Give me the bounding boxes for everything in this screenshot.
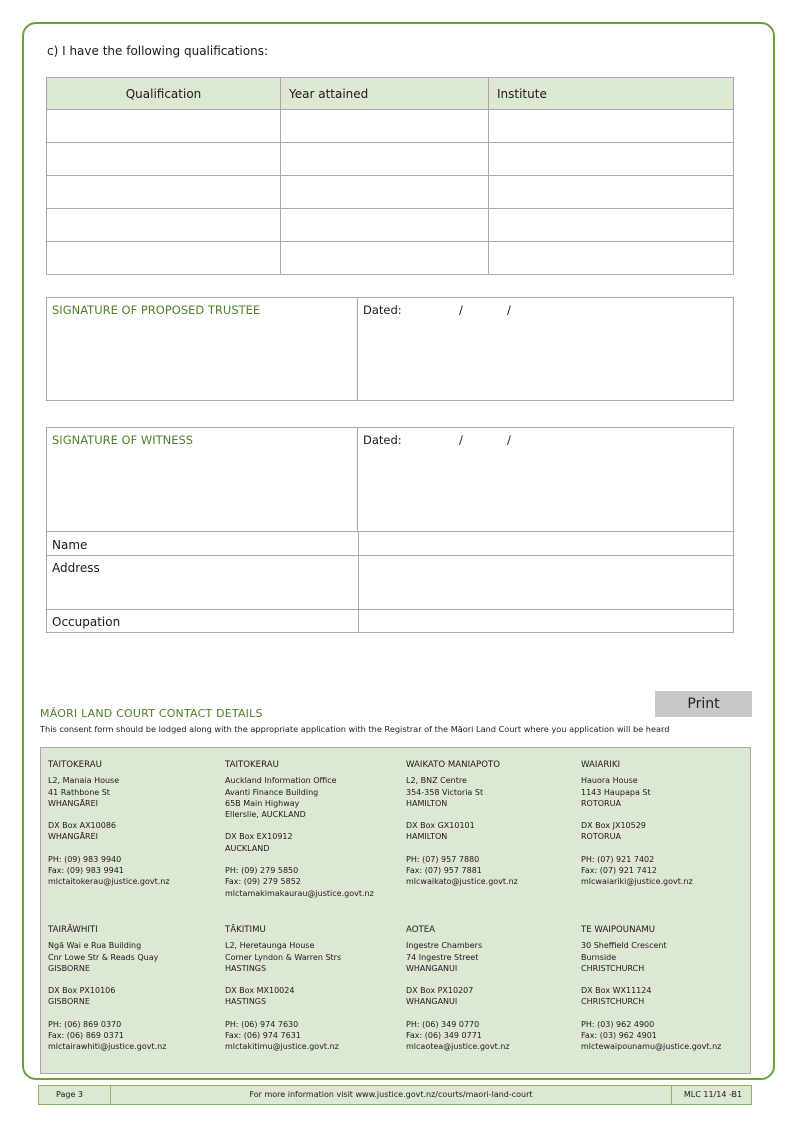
office-address-line: WHANGĀREI: [48, 798, 99, 808]
office-name: TE WAIPOUNAMU: [581, 925, 656, 935]
office-email-link[interactable]: mlctewaipounamu@justice.govt.nz: [581, 1042, 722, 1052]
office-address-line: Avanti Finance Building: [225, 787, 319, 797]
office-fax: Fax: (07) 957 7881: [406, 866, 482, 876]
office-address-line: 41 Rathbone St: [48, 787, 110, 797]
office-dx-line: WHANGĀREI: [48, 832, 99, 842]
office-block: [581, 760, 693, 888]
witness-signature-box: [46, 427, 734, 633]
contact-details-title: MĀORI LAND COURT CONTACT DETAILS: [40, 707, 263, 720]
office-dx-line: AUCKLAND: [225, 843, 270, 853]
contacts-panel: [40, 747, 751, 1074]
office-fax: Fax: (09) 279 5852: [225, 877, 301, 887]
office-dx-line: GISBORNE: [48, 997, 90, 1007]
office-email-link[interactable]: mlcwaiariki@justice.govt.nz: [581, 877, 693, 887]
office-email-link[interactable]: mlctakitimu@justice.govt.nz: [225, 1042, 339, 1052]
trustee-date-slash: /: [507, 303, 511, 317]
witness-signature-area[interactable]: [47, 428, 358, 531]
office-address-line: GISBORNE: [48, 963, 90, 973]
office-phone: PH: (07) 921 7402: [581, 854, 655, 864]
office-block: [406, 925, 510, 1053]
witness-date-slash: /: [507, 433, 511, 447]
office-name: WAIARIKI: [581, 760, 620, 770]
office-address-line: 74 Ingestre Street: [406, 952, 479, 962]
witness-signature-label: SIGNATURE OF WITNESS: [52, 433, 194, 447]
table-row: [47, 242, 734, 275]
year-cell[interactable]: [281, 143, 489, 176]
office-dx-line: DX Box GX10101: [406, 821, 475, 831]
office-address-line: CHRISTCHURCH: [581, 963, 645, 973]
office-dx-line: WHANGANUI: [406, 997, 458, 1007]
office-address-line: L2, BNZ Centre: [406, 776, 467, 786]
institute-cell[interactable]: [489, 110, 734, 143]
year-cell[interactable]: [281, 110, 489, 143]
year-cell[interactable]: [281, 242, 489, 275]
footer-info-link[interactable]: For more information visit www.justice.govt.nz/courts/maori-land-court: [249, 1090, 533, 1099]
office-address-line: HAMILTON: [406, 798, 448, 808]
table-row: [47, 110, 734, 143]
office-address-line: Corner Lyndon & Warren Strs: [225, 952, 342, 962]
page-number: Page 3: [56, 1090, 83, 1099]
table-row: [47, 143, 734, 176]
office-address-line: L2, Manaia House: [48, 776, 120, 786]
institute-cell[interactable]: [489, 176, 734, 209]
office-email-link[interactable]: mlctaitokerau@justice.govt.nz: [48, 877, 170, 887]
qualification-cell[interactable]: [47, 110, 281, 143]
trustee-signature-label: SIGNATURE OF PROPOSED TRUSTEE: [52, 303, 261, 317]
office-fax: Fax: (09) 983 9941: [48, 866, 124, 876]
office-name: TAIRĀWHITI: [48, 925, 98, 935]
office-address-line: WHANGANUI: [406, 963, 458, 973]
year-cell[interactable]: [281, 209, 489, 242]
contact-details-note: This consent form should be lodged along with the appropriate application with the Registrar of the Māori Land Court where you application will be heard: [40, 724, 670, 734]
office-phone: PH: (07) 957 7880: [406, 854, 480, 864]
office-fax: Fax: (06) 349 0771: [406, 1031, 482, 1041]
institute-cell[interactable]: [489, 209, 734, 242]
witness-address-label: Address: [52, 561, 100, 575]
office-name: WAIKATO MANIAPOTO: [406, 760, 500, 770]
office-address-line: ROTORUA: [581, 798, 621, 808]
office-phone: PH: (09) 279 5850: [225, 866, 299, 876]
office-address-line: L2, Heretaunga House: [225, 941, 315, 951]
office-block: [406, 760, 518, 888]
office-block: [48, 925, 166, 1053]
qualification-cell[interactable]: [47, 143, 281, 176]
office-dx-line: ROTORUA: [581, 832, 621, 842]
qualification-cell[interactable]: [47, 176, 281, 209]
trustee-date-slash: /: [459, 303, 463, 317]
form-code: MLC 11/14 -B1: [683, 1090, 743, 1099]
office-dx-line: DX Box AX10086: [48, 821, 116, 831]
qualification-cell[interactable]: [47, 242, 281, 275]
office-name: AOTEA: [406, 925, 436, 935]
trustee-dated-label: Dated:: [363, 303, 402, 317]
witness-dated-label: Dated:: [363, 433, 402, 447]
office-fax: Fax: (07) 921 7412: [581, 866, 657, 876]
office-name: TĀKITIMU: [225, 925, 266, 935]
office-phone: PH: (06) 869 0370: [48, 1019, 122, 1029]
office-email-link[interactable]: mlcwaikato@justice.govt.nz: [406, 877, 518, 887]
witness-date-slash: /: [459, 433, 463, 447]
office-block: [581, 925, 721, 1053]
office-dx-line: HAMILTON: [406, 832, 448, 842]
header-institute: Institute: [489, 78, 734, 110]
office-dx-line: DX Box PX10106: [48, 986, 116, 996]
office-dx-line: DX Box JX10529: [581, 821, 646, 831]
institute-cell[interactable]: [489, 143, 734, 176]
office-fax: Fax: (06) 974 7631: [225, 1031, 301, 1041]
office-phone: PH: (03) 962 4900: [581, 1019, 655, 1029]
office-block: [225, 925, 341, 1053]
trustee-signature-area[interactable]: [47, 298, 358, 400]
witness-occupation-row[interactable]: [47, 609, 733, 632]
print-button[interactable]: Print: [655, 691, 752, 717]
office-dx-line: HASTINGS: [225, 997, 267, 1007]
office-address-line: Burnside: [581, 952, 617, 962]
office-address-line: Cnr Lowe Str & Reads Quay: [48, 952, 159, 962]
qualifications-label: c) I have the following qualifications:: [47, 44, 269, 58]
office-address-line: Auckland Information Office: [225, 776, 337, 786]
office-address-line: Ingestre Chambers: [406, 941, 483, 951]
office-block: [225, 760, 374, 899]
table-row: [47, 176, 734, 209]
office-dx-line: DX Box MX10024: [225, 986, 295, 996]
office-dx-line: DX Box WX11124: [581, 986, 652, 996]
qualification-cell[interactable]: [47, 209, 281, 242]
office-phone: PH: (06) 349 0770: [406, 1019, 480, 1029]
office-phone: PH: (09) 983 9940: [48, 854, 122, 864]
witness-address-row[interactable]: [47, 555, 733, 609]
office-dx-line: DX Box PX10207: [406, 986, 474, 996]
page-footer: [38, 1085, 752, 1105]
institute-cell[interactable]: [489, 242, 734, 275]
office-dx-line: DX Box EX10912: [225, 832, 293, 842]
office-address-line: 354-358 Victoria St: [406, 787, 484, 797]
trustee-signature-box: [46, 297, 734, 401]
office-address-line: Ngā Wai e Rua Building: [48, 941, 142, 951]
table-row: [47, 209, 734, 242]
office-name: TAITOKERAU: [48, 760, 102, 770]
office-phone: PH: (06) 974 7630: [225, 1019, 299, 1029]
office-address-line: Ellerslie, AUCKLAND: [225, 810, 306, 820]
office-address-line: 1143 Haupapa St: [581, 787, 651, 797]
office-address-line: 65B Main Highway: [225, 798, 300, 808]
office-name: TAITOKERAU: [225, 760, 279, 770]
office-dx-line: CHRISTCHURCH: [581, 997, 645, 1007]
qualifications-table: [46, 77, 734, 275]
office-email-link[interactable]: mlctairawhiti@justice.govt.nz: [48, 1042, 167, 1052]
office-email-link[interactable]: mlcaotea@justice.govt.nz: [406, 1042, 510, 1052]
office-address-line: 30 Sheffield Crescent: [581, 941, 667, 951]
witness-name-row[interactable]: [47, 531, 733, 555]
office-block: [48, 760, 170, 888]
office-fax: Fax: (06) 869 0371: [48, 1031, 124, 1041]
office-fax: Fax: (03) 962 4901: [581, 1031, 657, 1041]
office-address-line: Hauora House: [581, 776, 638, 786]
witness-occupation-label: Occupation: [52, 615, 121, 629]
header-year-attained: Year attained: [281, 78, 489, 110]
year-cell[interactable]: [281, 176, 489, 209]
office-email-link[interactable]: mlctamakimakaurau@justice.govt.nz: [225, 888, 374, 898]
office-address-line: HASTINGS: [225, 963, 267, 973]
header-qualification: Qualification: [47, 78, 281, 110]
witness-name-label: Name: [52, 538, 88, 552]
